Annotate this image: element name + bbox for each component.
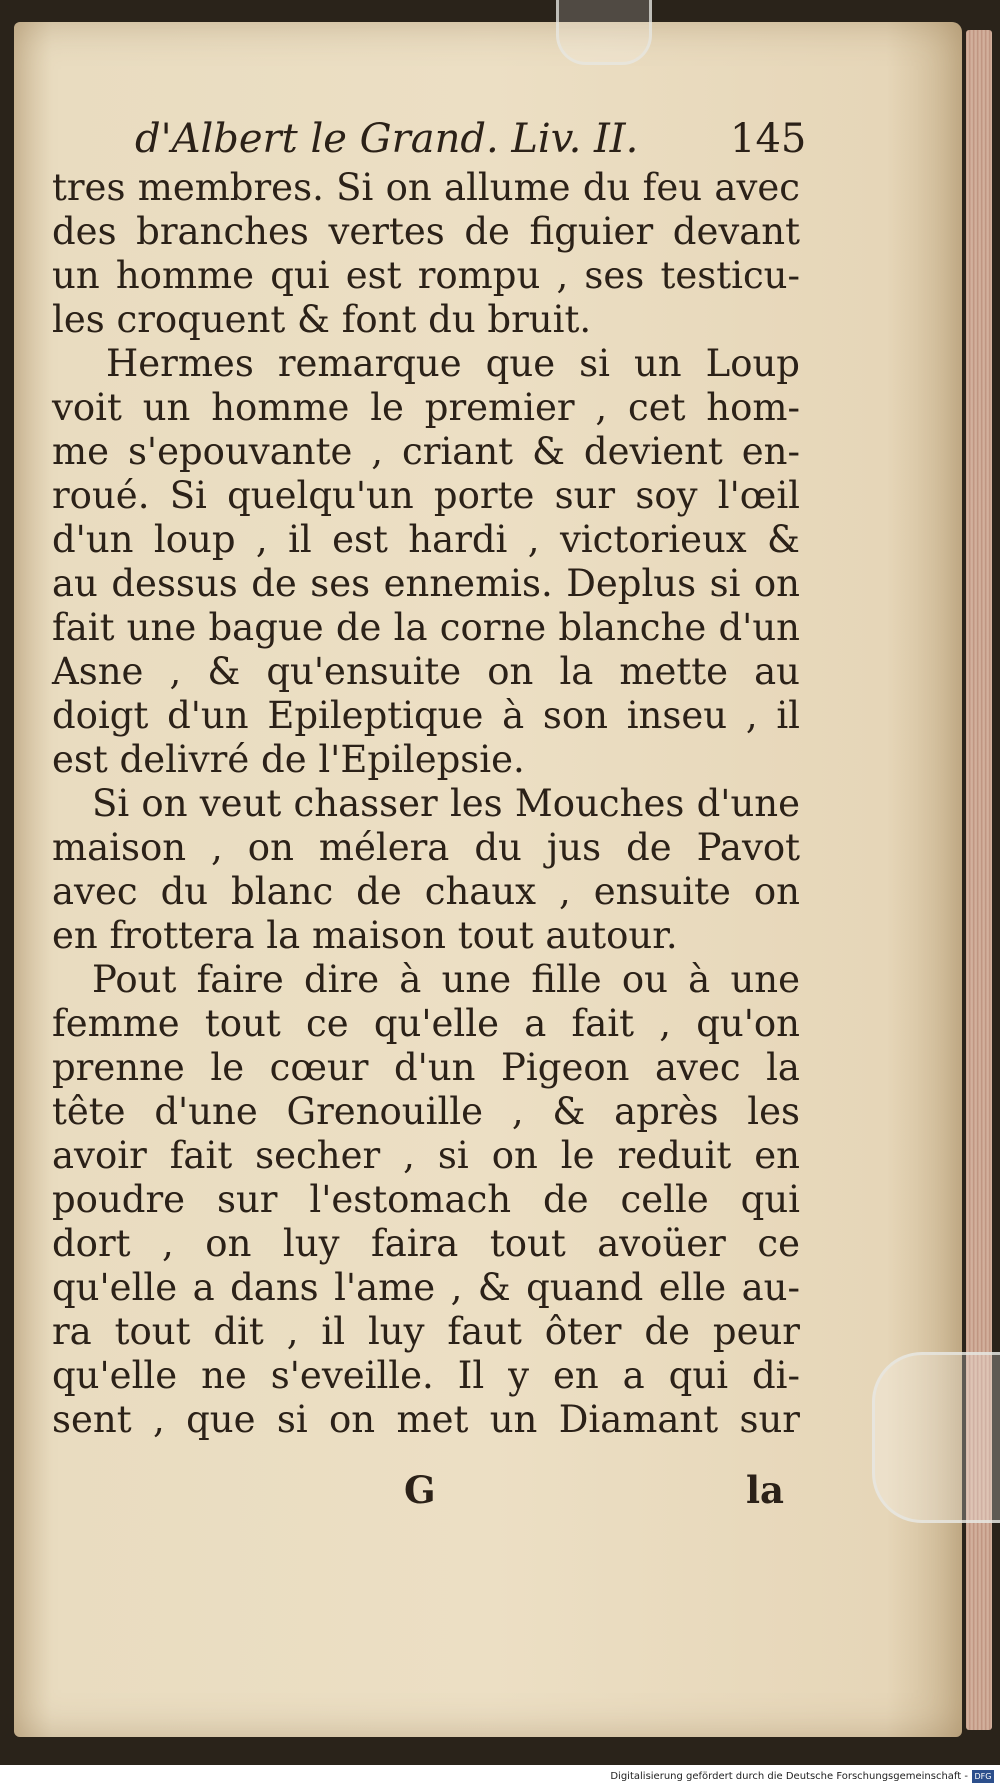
text-line: est delivré de l'Epilepsie.: [52, 738, 525, 781]
page-header: [135, 110, 835, 170]
glass-clip-top: [556, 0, 652, 65]
text-line: Asne , & qu'ensuite on la mette au: [52, 650, 800, 693]
digitization-credit-bar: [0, 1765, 1000, 1789]
text-line: un homme qui est rompu , ses testicu-: [52, 254, 800, 297]
text-line: Hermes remarque que si un Loup: [106, 342, 800, 385]
text-line: qu'elle ne s'eveille. Il y en a qui di-: [52, 1354, 800, 1397]
text-line: doigt d'un Epileptique à son inseu , il: [52, 694, 800, 737]
text-line: avec du blanc de chaux , ensuite on: [52, 870, 800, 913]
credit-text: Digitalisierung gefördert durch die Deutsche Forschungsgemeinschaft -: [610, 1771, 968, 1782]
dfg-logo: DFG: [972, 1770, 994, 1783]
text-line: poudre sur l'estomach de celle qui: [52, 1178, 800, 1221]
text-line: ra tout dit , il luy faut ôter de peur: [52, 1310, 800, 1353]
text-line: maison , on mélera du jus de Pavot: [52, 826, 800, 869]
signature-mark: G: [404, 1468, 436, 1512]
text-line: les croquent & font du bruit.: [52, 298, 592, 341]
text-line: tête d'une Grenouille , & après les: [52, 1090, 800, 1133]
glass-clip-right: [872, 1352, 1000, 1523]
text-line: des branches vertes de figuier devant: [52, 210, 800, 253]
text-line: sent , que si on met un Diamant sur: [52, 1398, 800, 1441]
text-line: voit un homme le premier , cet hom-: [52, 386, 800, 429]
text-line: Si on veut chasser les Mouches d'une: [92, 782, 800, 825]
text-line: Pout faire dire à une fille ou à une: [92, 958, 800, 1001]
text-line: prenne le cœur d'un Pigeon avec la: [52, 1046, 800, 1089]
running-title: d'Albert le Grand. Liv. II.: [135, 116, 639, 162]
body-text: [52, 166, 800, 1442]
text-line: qu'elle a dans l'ame , & quand elle au-: [52, 1266, 800, 1309]
page-number: 145: [730, 116, 807, 162]
text-line: avoir fait secher , si on le reduit en: [52, 1134, 800, 1177]
text-line: me s'epouvante , criant & devient en-: [52, 430, 800, 473]
catchword: la: [745, 1468, 784, 1512]
text-line: fait une bague de la corne blanche d'un: [52, 606, 800, 649]
text-line: au dessus de ses ennemis. Deplus si on: [52, 562, 800, 605]
text-line: tres membres. Si on allume du feu avec: [52, 166, 800, 209]
text-line: femme tout ce qu'elle a fait , qu'on: [52, 1002, 800, 1045]
text-line: dort , on luy faira tout avoüer ce: [52, 1222, 800, 1265]
text-line: en frottera la maison tout autour.: [52, 914, 678, 957]
text-line: roué. Si quelqu'un porte sur soy l'œil: [52, 474, 800, 517]
page-footer: [52, 1468, 800, 1518]
text-line: d'un loup , il est hardi , victorieux &: [52, 518, 800, 561]
